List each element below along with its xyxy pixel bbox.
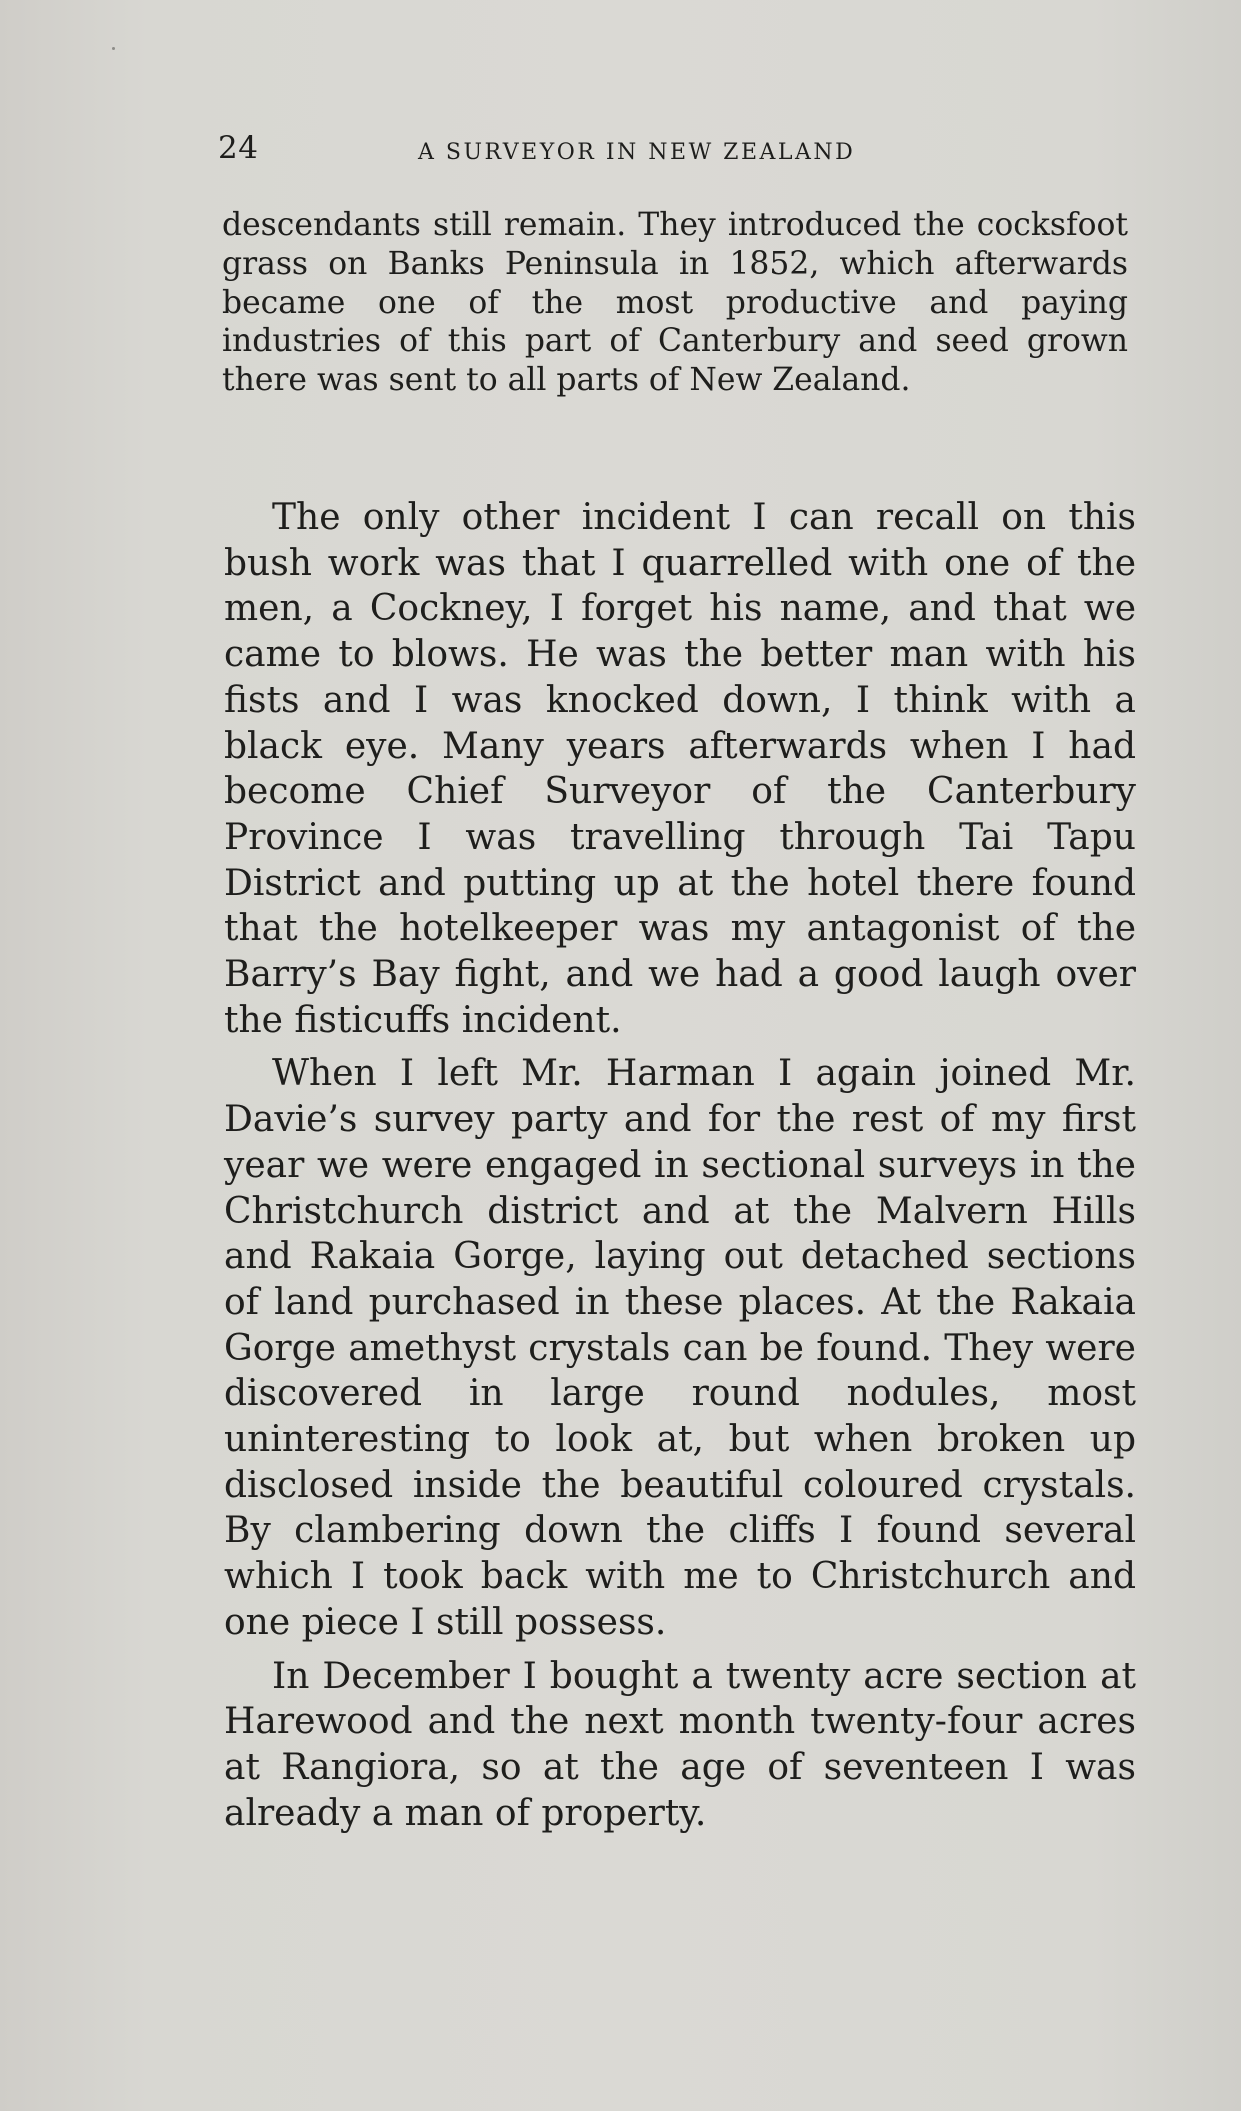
paragraph: When I left Mr. Harman I again joined Mr. Davie’s survey party and for the rest of my first year we were engaged in sectional surveys in the Christchurch district and at the Malvern Hills and Rakaia Gorge, laying out detached sections of land purchased in these places. At the Rakaia Gorge amethyst crystals can be found. They were discovered in large round nodules, most uninteresting to look at, but when broken up disclosed inside the beautiful coloured crystals. By clambering down the cliffs I found several which I took back with me to Christchurch and one piece I still possess. xyxy=(224,1053,1136,1643)
running-title: A SURVEYOR IN NEW ZEALAND xyxy=(418,140,856,165)
page-number: 24 xyxy=(218,130,259,166)
main-text xyxy=(224,495,1136,1844)
paragraph: In December I bought a twenty acre section at Harewood and the next month twenty-four acres at Rangiora, so at the age of seventeen I was already a man of property. xyxy=(224,1655,1136,1834)
page-header xyxy=(218,130,1134,170)
paper-speck xyxy=(112,47,115,50)
footnote-continuation: descendants still remain. They introduced the cocksfoot grass on Banks Peninsula in 1852, which afterwards became one of the most productive and paying industries of this part of Canterbury and seed grown there was sent to all parts of New Zealand. xyxy=(222,207,1128,399)
paragraph: The only other incident I can recall on this bush work was that I quarrelled with one of the men, a Cockney, I forget his name, and that we came to blows. He was the better man with his fists and I was knocked down, I think with a black eye. Many years afterwards when I had become Chief Surveyor of the Canterbury Province I was travelling through Tai Tapu District and putting up at the hotel there found that the hotelkeeper was my antagonist of the Barry’s Bay fight, and we had a good laugh over the fisticuffs incident. xyxy=(224,497,1136,1041)
